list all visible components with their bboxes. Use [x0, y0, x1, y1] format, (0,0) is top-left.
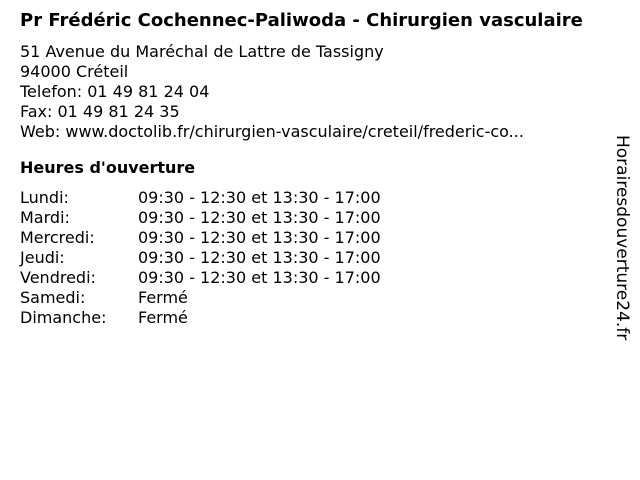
phone-number: Telefon: 01 49 81 24 04 — [20, 82, 210, 101]
day-hours: 09:30 - 12:30 et 13:30 - 17:00 — [138, 268, 381, 287]
day-label: Mardi: — [20, 208, 70, 227]
hours-row-thursday — [20, 248, 632, 268]
hours-row-sunday — [20, 308, 632, 328]
fax-number: Fax: 01 49 81 24 35 — [20, 102, 180, 121]
hours-row-saturday — [20, 288, 632, 308]
street-address: 51 Avenue du Maréchal de Lattre de Tassigny — [20, 42, 384, 61]
day-label: Vendredi: — [20, 268, 96, 287]
day-label: Jeudi: — [20, 248, 65, 267]
hours-row-tuesday — [20, 208, 632, 228]
day-hours: Fermé — [138, 288, 188, 307]
page-title: Pr Frédéric Cochennec-Paliwoda - Chirurgien vasculaire — [20, 10, 583, 31]
day-hours: 09:30 - 12:30 et 13:30 - 17:00 — [138, 208, 381, 227]
contact-info — [20, 42, 632, 142]
opening-hours-table — [20, 188, 632, 328]
hours-row-friday — [20, 268, 632, 288]
day-label: Mercredi: — [20, 228, 95, 247]
day-hours: 09:30 - 12:30 et 13:30 - 17:00 — [138, 188, 381, 207]
day-label: Lundi: — [20, 188, 69, 207]
day-label: Samedi: — [20, 288, 86, 307]
day-hours: 09:30 - 12:30 et 13:30 - 17:00 — [138, 228, 381, 247]
day-label: Dimanche: — [20, 308, 107, 327]
hours-row-wednesday — [20, 228, 632, 248]
website-link: Web: www.doctolib.fr/chirurgien-vasculaire/creteil/frederic-co... — [20, 122, 524, 141]
day-hours: 09:30 - 12:30 et 13:30 - 17:00 — [138, 248, 381, 267]
city-address: 94000 Créteil — [20, 62, 129, 81]
day-hours: Fermé — [138, 308, 188, 327]
business-card — [20, 10, 632, 328]
hours-row-monday — [20, 188, 632, 208]
opening-hours-heading: Heures d'ouverture — [20, 158, 196, 177]
site-watermark: Horairesdouverture24.fr — [612, 135, 632, 341]
